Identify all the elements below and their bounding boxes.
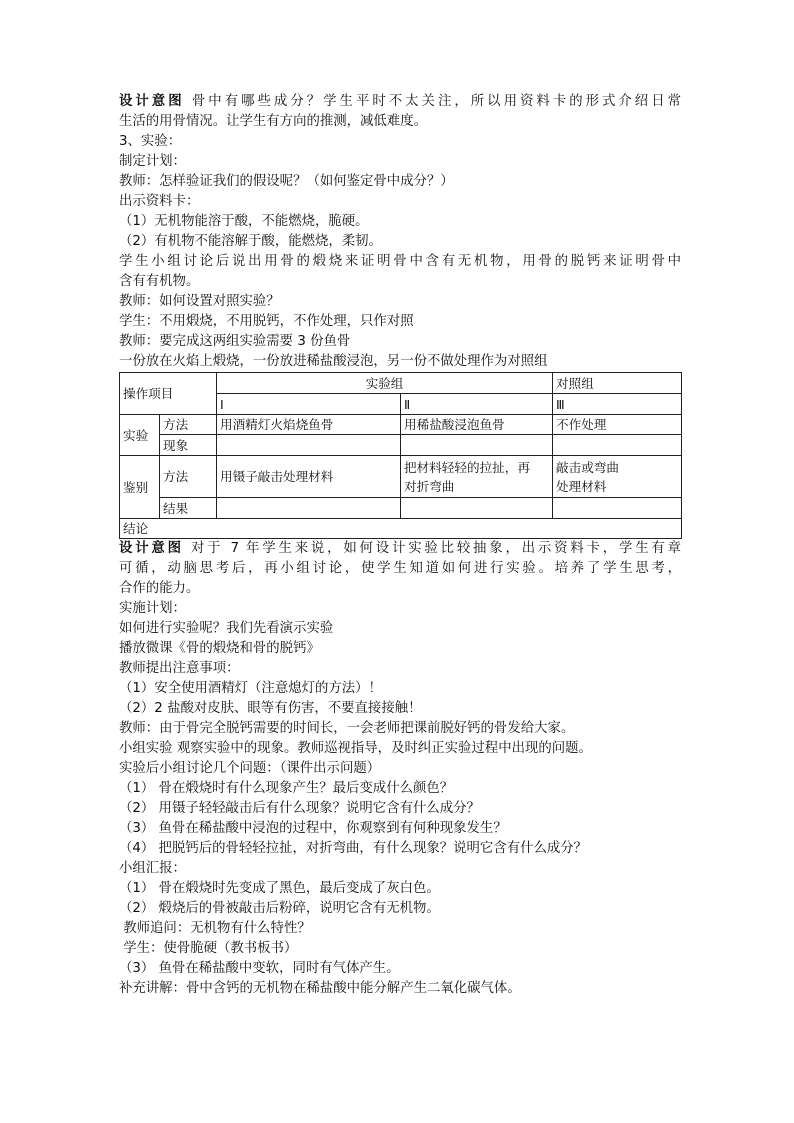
paragraph-line: 教师：由于骨完全脱钙需要的时间长，一会老师把课前脱好钙的骨发给大家。 (119, 721, 575, 736)
row-label-result: 结果 (160, 498, 217, 519)
list-item: （3） 鱼骨在稀盐酸中变软，同时有气体产生。 (119, 961, 400, 976)
paragraph-line: 教师提出注意事项： (119, 661, 240, 676)
list-item: （2）有机物不能溶解于酸，能燃烧，柔韧。 (119, 234, 382, 249)
list-item: （1）安全使用酒精灯（注意熄灯的方法）！ (119, 681, 382, 696)
list-item: （3） 鱼骨在稀盐酸中浸泡的过程中，你观察到有何种现象发生？ (119, 821, 507, 836)
paragraph-line: 教师：要完成这两组实验需要 3 份鱼骨 (119, 334, 351, 349)
table-cell (401, 498, 553, 519)
table-cell: 把材料轻轻的拉扯，再 对折弯曲 (401, 456, 553, 498)
op-item-header: 操作项目 (120, 373, 217, 415)
design-intent-label: 设计意图 (119, 94, 185, 109)
design-intent-1: 设计意图 骨中有哪些成分？学生平时不太关注，所以用资料卡的形式介绍日常 (119, 94, 682, 109)
design-intent-label: 设计意图 (119, 541, 184, 556)
table-cell: 敲击或弯曲 处理材料 (553, 456, 682, 498)
paragraph-line: 教师：如何设置对照实验？ (119, 294, 280, 309)
list-item: （1）无机物能溶于酸，不能燃烧，脆硬。 (119, 214, 369, 229)
col-header-3: Ⅲ (553, 394, 682, 415)
table-cell: 用镊子敲击处理材料 (217, 456, 401, 498)
list-item: （2） 煅烧后的骨被敲击后粉碎，说明它含有无机物。 (119, 901, 440, 916)
paragraph-line: 补充讲解：骨中含钙的无机物在稀盐酸中能分解产生二氧化碳气体。 (119, 981, 521, 996)
col-header-1: Ⅰ (217, 394, 401, 415)
paragraph-line: 学生：使骨脆硬（教书板书） (119, 941, 298, 956)
paragraph-line: 小组实验 观察实验中的现象。教师巡视指导，及时纠正实验过程中出现的问题。 (119, 741, 592, 756)
paragraph-line: 播放微课《骨的煅烧和骨的脱钙》 (119, 641, 320, 656)
row-conclusion: 结论 (120, 519, 682, 539)
table-cell (217, 435, 401, 456)
table-cell: 用稀盐酸浸泡鱼骨 (401, 415, 553, 435)
paragraph-line: 学生小组讨论后说出用骨的煅烧来证明骨中含有无机物，用骨的脱钙来证明骨中 (119, 254, 681, 269)
row-header-experiment: 实验 (120, 415, 160, 456)
table-cell: 用酒精灯火焰烧鱼骨 (217, 415, 401, 435)
paragraph-line: 教师追问：无机物有什么特性？ (119, 921, 311, 936)
paragraph-line: 生活的用骨情况。让学生有方向的推测，减低难度。 (119, 114, 427, 129)
row-label-method: 方法 (160, 456, 217, 498)
table-cell (217, 498, 401, 519)
list-item: （2）2 盐酸对皮肤、眼等有伤害，不要直接接触！ (119, 701, 422, 716)
paragraph-line: 制定计划： (119, 154, 186, 169)
paragraph-line: 一份放在火焰上煅烧，一份放进稀盐酸浸泡，另一份不做处理作为对照组 (119, 354, 548, 369)
paragraph-line: 可循，动脑思考后，再小组讨论，使学生知道如何进行实验。培养了学生思考， (119, 561, 681, 576)
paragraph-line: 实验后小组讨论几个问题：（课件出示问题） (119, 761, 381, 776)
list-item: （1） 骨在煅烧时先变成了黑色，最后变成了灰白色。 (119, 881, 440, 896)
list-item: （1） 骨在煅烧时有什么现象产生？最后变成什么颜色？ (119, 781, 454, 796)
table-cell (553, 498, 682, 519)
design-intent-2: 设计意图 对于 7 年学生来说，如何设计实验比较抽象，出示资料卡，学生有章 (119, 541, 682, 556)
experiment-table (119, 372, 682, 539)
paragraph-line: 实施计划： (119, 601, 186, 616)
paragraph-line: 教师：怎样验证我们的假设呢？（如何鉴定骨中成分？） (119, 174, 454, 189)
paragraph-line: 如何进行实验呢？我们先看演示实验 (119, 621, 334, 636)
exp-group-header: 实验组 (217, 373, 553, 394)
paragraph-line: 出示资料卡： (119, 194, 200, 209)
paragraph-line: 学生：不用煅烧，不用脱钙，不作处理，只作对照 (119, 314, 414, 329)
paragraph-line: 合作的能力。 (119, 581, 200, 596)
table-cell (401, 435, 553, 456)
col-header-2: Ⅱ (401, 394, 553, 415)
list-item: （4） 把脱钙后的骨轻轻拉扯，对折弯曲，有什么现象？说明它含有什么成分？ (119, 841, 588, 856)
list-item: （2） 用镊子轻轻敲击后有什么现象？说明它含有什么成分？ (119, 801, 480, 816)
row-header-identify: 鉴别 (120, 456, 160, 519)
row-label-phenomenon: 现象 (160, 435, 217, 456)
table-cell: 不作处理 (553, 415, 682, 435)
paragraph-line: 小组汇报： (119, 861, 186, 876)
table-cell (553, 435, 682, 456)
ctrl-group-header: 对照组 (553, 373, 682, 394)
document-page (119, 92, 681, 999)
paragraph-line: 含有有机物。 (119, 274, 200, 289)
section-heading: 3、实验： (119, 134, 182, 149)
row-label-method: 方法 (160, 415, 217, 435)
